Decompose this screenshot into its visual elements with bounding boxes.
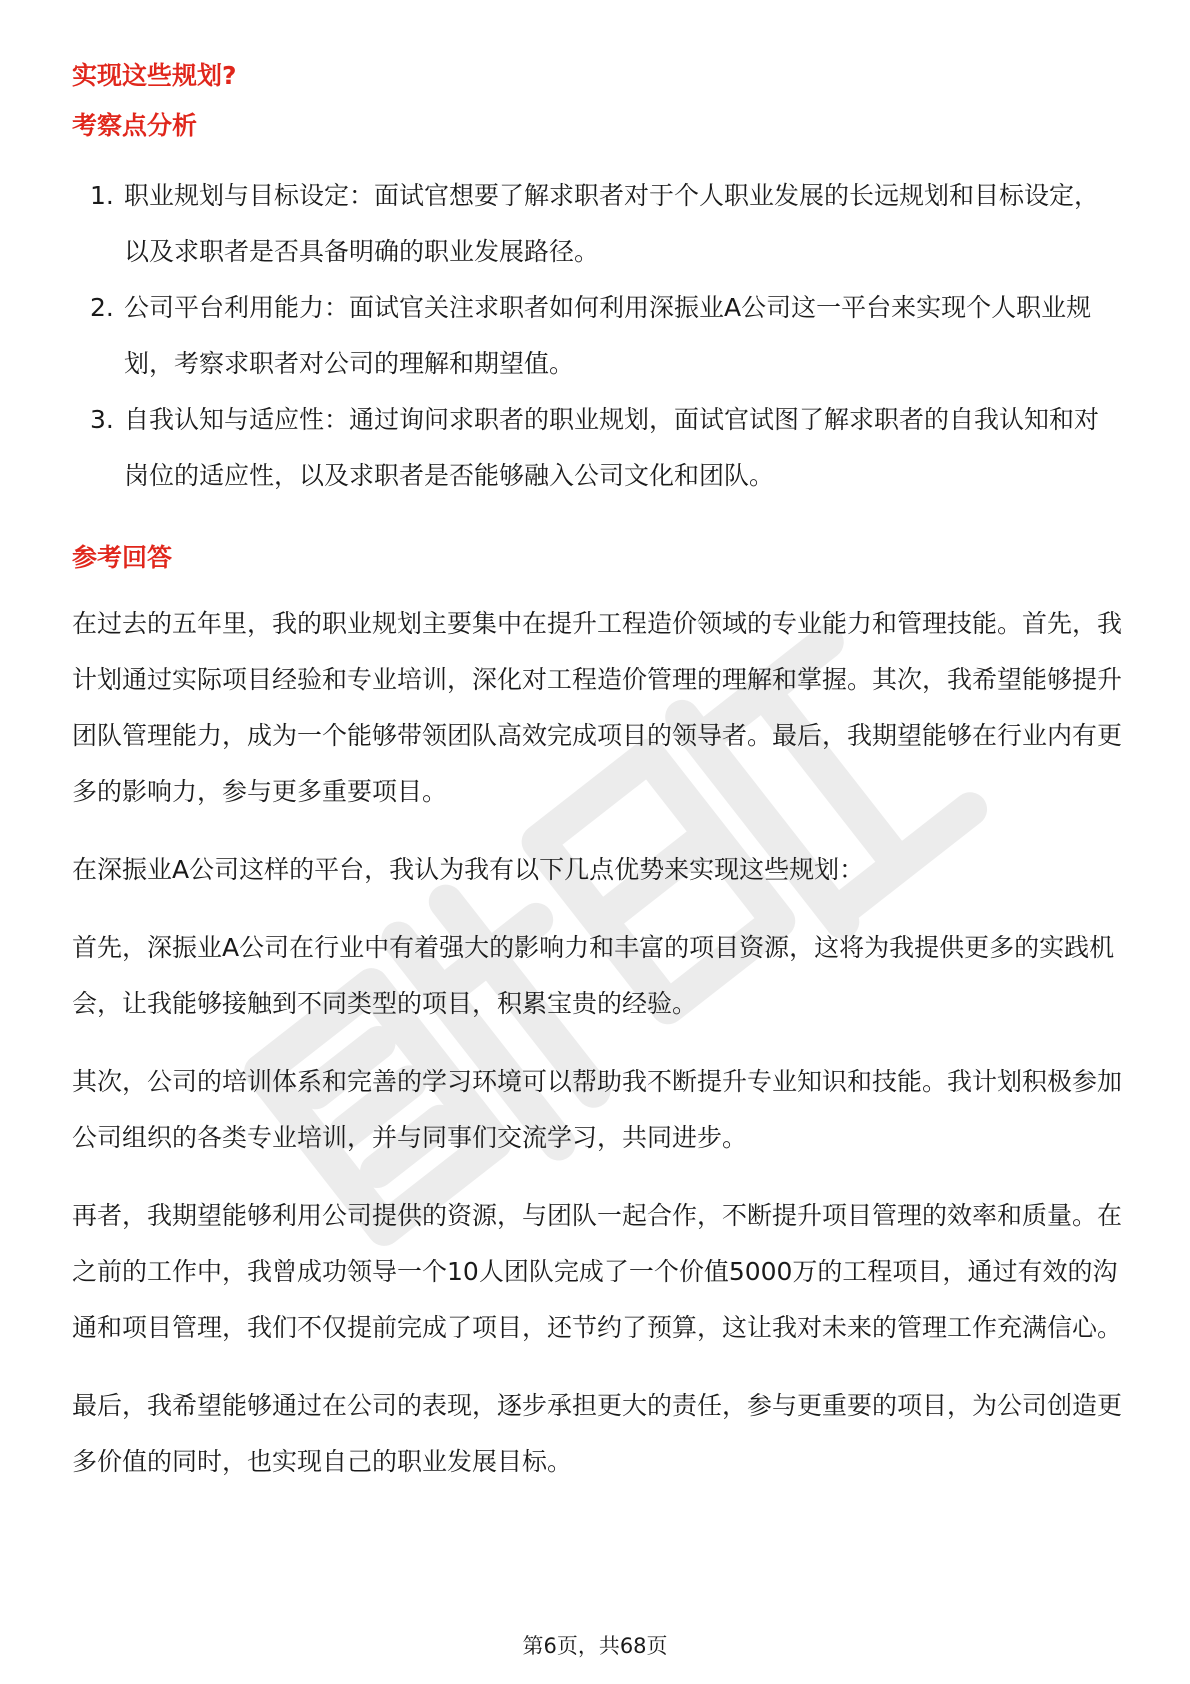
answer-paragraph: 在深振业A公司这样的平台，我认为我有以下几点优势来实现这些规划： [72, 855, 865, 884]
list-item-text: 职业规划与目标设定：面试官想要了解求职者对于个人职业发展的长远规划和目标设定，以及求职者是否具备明确的职业发展路径。 [124, 181, 1100, 266]
analysis-list [72, 168, 1122, 504]
analysis-heading: 考察点分析 [72, 111, 198, 140]
answer-heading: 参考回答 [72, 543, 173, 572]
list-item [72, 392, 1122, 504]
answer-paragraph: 其次，公司的培训体系和完善的学习环境可以帮助我不断提升专业知识和技能。我计划积极参加公司组织的各类专业培训，并与同事们交流学习，共同进步。 [72, 1067, 1123, 1152]
list-item [72, 280, 1122, 392]
question-heading: 实现这些规划? [72, 61, 237, 90]
page-number-footer: 第6页，共68页 [522, 1634, 668, 1658]
list-item-number: 1. [90, 181, 114, 210]
list-item-text: 自我认知与适应性：通过询问求职者的职业规划，面试官试图了解求职者的自我认知和对岗位的适应性，以及求职者是否能够融入公司文化和团队。 [124, 405, 1100, 490]
list-item-number: 2. [90, 293, 114, 322]
answer-paragraph: 再者，我期望能够利用公司提供的资源，与团队一起合作，不断提升项目管理的效率和质量。在之前的工作中，我曾成功领导一个10人团队完成了一个价值5000万的工程项目，通过有效的沟通和项目管理，我们不仅提前完成了项目，还节约了预算，这让我对未来的管理工作充满信心。 [72, 1201, 1123, 1342]
answer-paragraph: 在过去的五年里，我的职业规划主要集中在提升工程造价领域的专业能力和管理技能。首先，我计划通过实际项目经验和专业培训，深化对工程造价管理的理解和掌握。其次，我希望能够提升团队管理能力，成为一个能够带领团队高效完成项目的领导者。最后，我期望能够在行业内有更多的影响力，参与更多重要项目。 [72, 609, 1123, 806]
document-content [72, 52, 1122, 1490]
list-item-number: 3. [90, 405, 114, 434]
answer-paragraph: 首先，深振业A公司在行业中有着强大的影响力和丰富的项目资源，这将为我提供更多的实践机会，让我能够接触到不同类型的项目，积累宝贵的经验。 [72, 933, 1115, 1018]
answer-paragraph: 最后，我希望能够通过在公司的表现，逐步承担更大的责任，参与更重要的项目，为公司创造更多价值的同时，也实现自己的职业发展目标。 [72, 1391, 1123, 1476]
list-item [72, 168, 1122, 280]
list-item-text: 公司平台利用能力：面试官关注求职者如何利用深振业A公司这一平台来实现个人职业规划，考察求职者对公司的理解和期望值。 [124, 293, 1092, 378]
